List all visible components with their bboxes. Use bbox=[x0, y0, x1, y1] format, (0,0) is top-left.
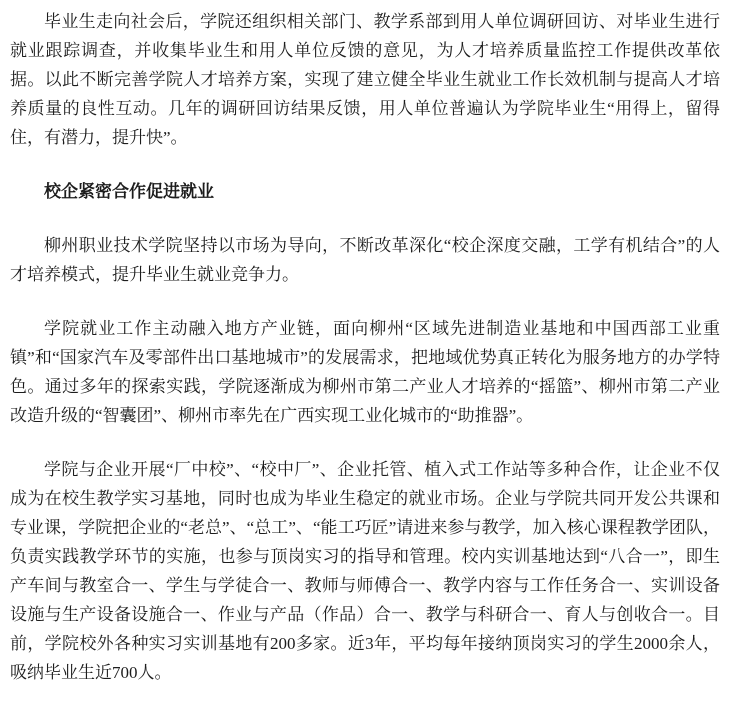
section-heading-school-enterprise-cooperation: 校企紧密合作促进就业 bbox=[44, 182, 214, 201]
paragraph-graduate-follow-up: 毕业生走向社会后，学院还组织相关部门、教学系部到用人单位调研回访、对毕业生进行就业跟踪调查，并收集毕业生和用人单位反馈的意见，为人才培养质量监控工作提供改革依据。以此不断完善学院人才培养方案，实现了建立健全毕业生就业工作长效机制与提高人才培养质量的良性互动。几年的调研回访结果反馈，用人单位普遍认为学院毕业生“用得上，留得住，有潜力，提升快”。 bbox=[10, 12, 720, 147]
paragraph-local-industry-chain: 学院就业工作主动融入地方产业链，面向柳州“区域先进制造业基地和中国西部工业重镇”和“国家汽车及零部件出口基地城市”的发展需求，把地域优势真正转化为服务地方的办学特色。通过多年的探索实践，学院逐渐成为柳州市第二产业人才培养的“摇篮”、柳州市第二产业改造升级的“智囊团”、柳州市率先在广西实现工业化城市的“助推器”。 bbox=[10, 319, 720, 425]
paragraph-enterprise-cooperation-details: 学院与企业开展“厂中校”、“校中厂”、企业托管、植入式工作站等多种合作，让企业不仅成为在校生教学实习基地，同时也成为毕业生稳定的就业市场。企业与学院共同开发公共课和专业课，学院把企业的“老总”、“总工”、“能工巧匠”请进来参与教学，加入核心课程教学团队，负责实践教学环节的实施，也参与顶岗实习的指导和管理。校内实训基地达到“八合一”，即生产车间与教室合一、学生与学徒合一、教师与师傅合一、教学内容与工作任务合一、实训设备设施与生产设备设施合一、作业与产品（作品）合一、教学与科研合一、育人与创收合一。目前，学院校外各种实习实训基地有200多家。近3年，平均每年接纳顶岗实习的学生2000余人，吸纳毕业生近700人。 bbox=[10, 460, 720, 682]
paragraph-talent-cultivation-model: 柳州职业技术学院坚持以市场为导向，不断改革深化“校企深度交融，工学有机结合”的人才培养模式，提升毕业生就业竞争力。 bbox=[10, 236, 720, 284]
